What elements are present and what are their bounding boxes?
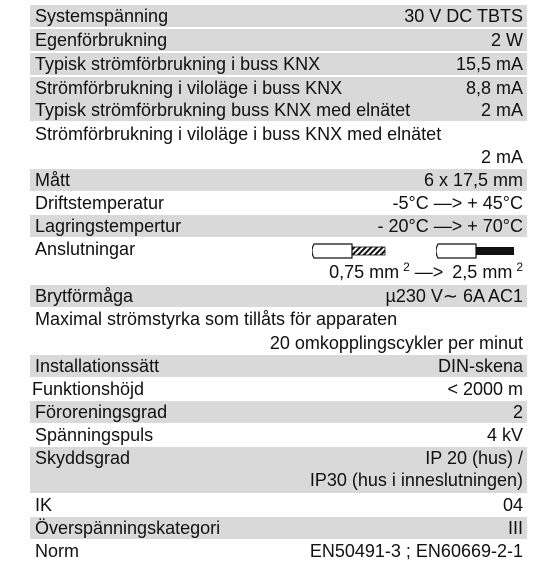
spec-label: Typisk strömförbrukning i buss KNX	[35, 54, 321, 74]
spec-row-typical-bus-mains-current	[30, 99, 527, 121]
spec-value: - 20°C —> + 70°C	[377, 216, 523, 236]
spec-row-connections-value	[30, 261, 527, 283]
spec-label: IK	[35, 495, 53, 515]
spec-value: EN50491-3 ; EN60669-2-1	[309, 541, 523, 561]
spec-row-max-current-value	[30, 332, 527, 354]
spec-row-self-consumption	[30, 29, 527, 51]
spec-label: Strömförbrukning i viloläge i buss KNX	[35, 78, 343, 98]
spec-label: Strömförbrukning i viloläge i buss KNX med elnätet	[35, 124, 442, 144]
spec-row-pollution-degree	[30, 401, 527, 423]
spec-value: 2 W	[490, 30, 523, 50]
spec-label: Systemspänning	[35, 6, 169, 26]
spec-value: µ230 V∼ 6A AC1	[385, 286, 523, 306]
spec-label: Funktionshöjd	[32, 379, 145, 399]
spec-label: Föroreningsgrad	[35, 402, 168, 422]
spec-label: Lagringstempertur	[35, 216, 182, 236]
spec-row-breaking-capacity	[30, 285, 527, 307]
spec-value: III	[507, 518, 523, 538]
spec-label: Typisk strömförbrukning buss KNX med elnätet	[35, 100, 411, 120]
spec-value: DIN-skena	[437, 356, 523, 376]
spec-label: Maximal strömstyrka som tillåts för apparaten	[35, 309, 398, 329]
spec-row-protection-degree	[30, 447, 527, 493]
stripped-wire-icon	[312, 243, 387, 259]
solid-wire-icon	[436, 243, 516, 259]
spec-label: Installationssätt	[35, 356, 160, 376]
spec-label: Norm	[35, 541, 79, 561]
spec-value: 2	[512, 402, 523, 422]
spec-label: Överspänningskategori	[35, 518, 221, 538]
spec-label: Driftstemperatur	[35, 193, 165, 213]
spec-row-standard	[30, 540, 527, 562]
spec-label: Brytförmåga	[35, 286, 134, 306]
spec-label: Spänningspuls	[35, 425, 154, 445]
spec-value: 04	[502, 495, 523, 515]
spec-row-standby-bus-current	[30, 77, 527, 99]
spec-value: 15,5 mA	[455, 54, 523, 74]
spec-value: 8,8 mA	[465, 78, 523, 98]
spec-row-voltage-pulse	[30, 424, 527, 446]
spec-value: 2 mA	[480, 147, 523, 167]
spec-value: 6 x 17,5 mm	[423, 170, 523, 190]
spec-row-typical-bus-current	[30, 53, 527, 75]
spec-row-standby-bus-mains-current	[30, 123, 527, 145]
spec-value: IP 20 (hus) / IP30 (hus i inneslutningen)	[309, 448, 523, 490]
spec-value: 2 mA	[480, 100, 523, 120]
spec-row-storage-temp	[30, 215, 527, 237]
spec-row-overvoltage-category	[30, 517, 527, 539]
spec-label: Skyddsgrad	[35, 448, 131, 468]
spec-row-operating-temp	[30, 192, 527, 214]
spec-label: Anslutningar	[35, 239, 136, 259]
spec-row-standby-bus-mains-value	[30, 146, 527, 168]
spec-value: 0,75 mm $^2$ —> 2,5 mm $^2$	[329, 260, 523, 282]
spec-value: 30 V DC TBTS	[404, 6, 523, 26]
spec-value: 20 omkopplingscykler per minut	[269, 333, 523, 353]
spec-row-operating-altitude	[27, 378, 527, 400]
spec-row-installation	[30, 355, 527, 377]
spec-value: -5°C —> + 45°C	[392, 193, 523, 213]
spec-row-system-voltage	[30, 5, 527, 27]
spec-label: Egenförbrukning	[35, 30, 168, 50]
spec-row-dimensions	[30, 169, 527, 191]
spec-row-ik	[30, 494, 527, 516]
spec-value: 4 kV	[486, 425, 523, 445]
spec-value: < 2000 m	[447, 379, 523, 399]
spec-label: Mått	[35, 170, 71, 190]
spec-row-max-current	[30, 308, 527, 330]
